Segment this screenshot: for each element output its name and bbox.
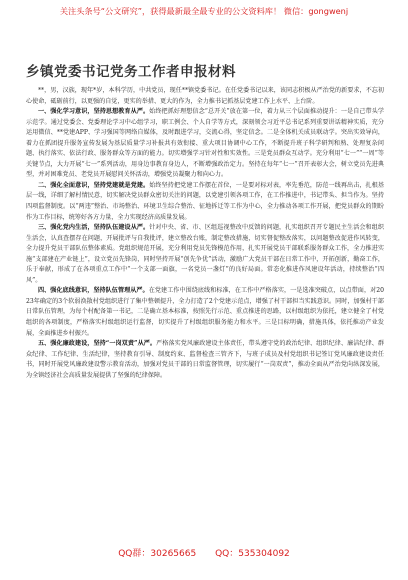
top-banner: 关注头条号“公文研究”，获得最新最全最专业的公文资料库！ 微信：gongwenj (59, 6, 349, 16)
paragraph-2 (26, 181, 384, 223)
paragraph-text: 针对中央、省、市、区组巡视整改中反馈的问题，扎实组织召开专题民主生活会和组织生活会，认真查摆存在问题，开展批评与自我批评，建立整改台账，制定整改措施，切实督促整改落实，以问题整改促进作风转变，全力提升党员干部队伍整体素质。党组织规范开展，充分利用党员先锋模范作用，扎实开展党员干部联系服务群众工作，全力推进实施“支部建在产业链上”，设立党员先锋岗，同时坚持开展“创先争优”活动，激励广大党员干部在日常工作中，开拓创新，勤奋工作，乐于奉献，形成了在各项重点工作中“一个支部一面旗，一名党员一盏灯”的良好局面。常态化推进作风建设年活动，持续整治“四风”。 (26, 224, 385, 284)
footer-qq-group: QQ群：30265665 (118, 549, 197, 559)
paragraph-text: 严格落实党风廉政建设主体责任，带头遵守党的政治纪律、组织纪律、廉洁纪律、群众纪律、工作纪律、生活纪律，坚持教育引导、制度约束、监督检查三管齐下，与班子成员及村党组织书记签订党风廉政建设责任书，同时开展党风廉政建设警示教育活动，加强对党员干部的日常监督管理，切实履行“一岗双责”，推动全面从严治党向纵深发展，为全镇经济社会高质量发展提供了坚强的纪律保障。 (26, 340, 385, 379)
document-body (26, 86, 384, 381)
paragraph-5 (26, 339, 384, 381)
paragraph-text: 在党建工作中围绕底线和标准，在工作中严格落实，一是选准突破点，以点带面，对2023年确定的3个软弱涣散村党组织进行了集中整顿提升，全力打造了2个党建示范点，增强了村干部担当实践意识。同时，加强村干部日常队伍管理，为每个村配备第一书记，二是确立基本标准，按照先行示范、重点推进的思路，以村级组织为依托，建立健全了村党组织的各项制度，严格落实村级组织运行监督，切实提升了村级组织服务能力和水平。三是目标明确，措施具体，依托推动产业发展，全面推进乡村振兴。 (26, 287, 384, 337)
paragraph-heading: 三、强化党内生活，坚持队伍建设从严。 (38, 224, 150, 232)
document-title: 乡镇党委书记党务工作者申报材料 (26, 64, 236, 80)
paragraph-text: **，男，汉族，现年*岁，本科学历，中共党员，现任**镇党委书记。在任党委书记以来，该同志积极从严治党的新要求，不忘初心使命，砥砺前行，以更强的自觉，更实的举措、更大的作为，全力推书记抓基层党建工作上水平、上台阶。 (26, 87, 384, 105)
paragraph-3 (26, 223, 384, 286)
paragraph-intro (26, 86, 384, 107)
paragraph-heading: 一、强化学习意识，坚持思想教育从严。 (38, 108, 150, 116)
paragraph-heading: 五、强化廉政建设，坚持“一岗双责”从严。 (38, 340, 157, 348)
footer-contact (0, 546, 408, 559)
paragraph-1 (26, 107, 384, 181)
paragraph-heading: 二、强化全面意识，坚持党建就是党建。 (38, 181, 150, 189)
paragraph-4 (26, 286, 384, 339)
footer-qq: QQ：535304092 (215, 549, 290, 559)
paragraph-text: 始终坚持把党建工作摆在首位，一是要对标对表，率先垂范，防范一线再出击，扎根基层一线，详细了解村情民意，切实解决党员群众密切关注的问题，以党建引领各项工作，在工作推进中，书记带头、担当作为。坚持四项监督制度。以“两违”整治、市场整治、环境卫生综合整治、征地拆迁等工作为中心，全力推动各项工作开展，把党员群众的期盼作为工作目标，统筹好各方力量，全力实现经济高质量发展。 (26, 181, 385, 221)
paragraph-text: 始终把抓好理想信念“总开关”放在第一位，着力从三个层面推动提升：一是自己带头学示范学。通过党委会、党委理论学习中心组学习，职工例会、个人自学等方式，深刻领会习近平总书记系列重要讲话精神实质，充分运用微信、**党建APP、学习强国等网络自媒体，及时跟进学习，交流心得，坚定信念。二是全体机关成员联动学。突出实效导向，着力在抓团提升服务宣传发展为基层质量学习补报共有效衔接、重大项目协调中心工作，不断提升班子科学研判和熟、处理复杂问题、执行落实、依法行政、服务群众等方面的能力。切实增强学习针对性和实效性。三是党员群众互动学。充分利用“七一”“一周”等关键节点，大力开展“七一”系列活动，用身边事教育身边人，不断增强政治定力。坚持在每年“七一”召开表彰大会，树立党员先进典型，并对困难党员、老党员开展慰问关怀活动，增强党员凝聚力和向心力。 (26, 108, 384, 179)
paragraph-heading: 四、强化底线意识，坚持队伍管理从严。 (38, 287, 149, 295)
